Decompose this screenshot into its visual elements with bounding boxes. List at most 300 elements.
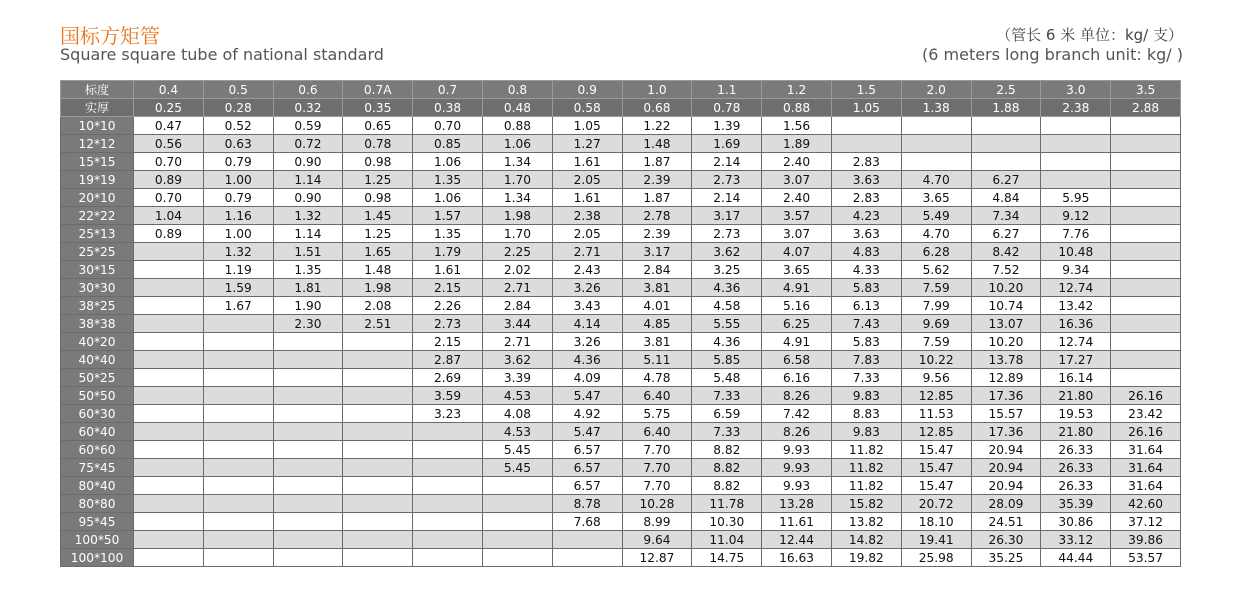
weight-cell — [413, 477, 483, 495]
weight-cell: 18.10 — [901, 513, 971, 531]
table-row — [61, 243, 1181, 261]
gauge-header-cell: 1.2 — [762, 81, 832, 99]
weight-cell — [203, 513, 273, 531]
weight-cell — [413, 513, 483, 531]
weight-cell: 9.93 — [762, 459, 832, 477]
weight-cell — [203, 423, 273, 441]
weight-cell: 1.19 — [203, 261, 273, 279]
weight-cell: 3.17 — [692, 207, 762, 225]
weight-cell: 2.30 — [273, 315, 343, 333]
weight-cell — [1111, 297, 1181, 315]
weight-cell: 1.16 — [203, 207, 273, 225]
table-row — [61, 351, 1181, 369]
weight-cell: 1.34 — [482, 153, 552, 171]
weight-cell: 1.04 — [134, 207, 204, 225]
size-cell: 100*50 — [61, 531, 134, 549]
weight-cell: 1.00 — [203, 225, 273, 243]
weight-cell: 15.47 — [901, 459, 971, 477]
weight-cell: 8.26 — [762, 387, 832, 405]
weight-cell: 4.53 — [482, 423, 552, 441]
weight-cell: 2.40 — [762, 189, 832, 207]
weight-cell: 13.28 — [762, 495, 832, 513]
weight-cell: 11.82 — [831, 477, 901, 495]
table-row — [61, 405, 1181, 423]
weight-cell: 6.58 — [762, 351, 832, 369]
gauge-header-cell: 1.5 — [831, 81, 901, 99]
weight-cell — [831, 135, 901, 153]
thickness-header-cell: 1.88 — [971, 99, 1041, 117]
weight-cell: 9.93 — [762, 477, 832, 495]
weight-cell: 1.35 — [273, 261, 343, 279]
weight-cell — [552, 549, 622, 567]
weight-cell — [413, 495, 483, 513]
weight-cell — [134, 459, 204, 477]
weight-cell: 0.88 — [482, 117, 552, 135]
weight-cell — [1111, 135, 1181, 153]
weight-cell — [203, 333, 273, 351]
size-cell: 40*20 — [61, 333, 134, 351]
weight-cell — [273, 531, 343, 549]
weight-cell: 5.11 — [622, 351, 692, 369]
thickness-header-cell: 0.38 — [413, 99, 483, 117]
weight-cell — [134, 441, 204, 459]
weight-cell — [343, 531, 413, 549]
weight-cell — [1111, 261, 1181, 279]
weight-cell — [203, 495, 273, 513]
weight-cell: 42.60 — [1111, 495, 1181, 513]
weight-cell: 3.43 — [552, 297, 622, 315]
weight-cell: 12.74 — [1041, 333, 1111, 351]
weight-cell: 6.57 — [552, 441, 622, 459]
weight-cell: 4.83 — [831, 243, 901, 261]
weight-cell: 1.69 — [692, 135, 762, 153]
weight-cell: 4.08 — [482, 405, 552, 423]
weight-cell — [343, 405, 413, 423]
weight-cell: 20.94 — [971, 477, 1041, 495]
weight-cell: 10.20 — [971, 279, 1041, 297]
gauge-header-cell: 0.9 — [552, 81, 622, 99]
weight-cell: 12.44 — [762, 531, 832, 549]
size-cell: 15*15 — [61, 153, 134, 171]
weight-cell — [203, 315, 273, 333]
weight-cell — [273, 495, 343, 513]
weight-cell: 14.82 — [831, 531, 901, 549]
weight-cell — [1111, 369, 1181, 387]
weight-cell: 2.39 — [622, 225, 692, 243]
weight-cell — [1111, 315, 1181, 333]
table-row — [61, 153, 1181, 171]
weight-cell: 2.26 — [413, 297, 483, 315]
weight-cell: 2.51 — [343, 315, 413, 333]
weight-cell — [134, 351, 204, 369]
weight-cell: 1.81 — [273, 279, 343, 297]
weight-cell — [134, 405, 204, 423]
weight-cell — [203, 477, 273, 495]
weight-cell — [273, 369, 343, 387]
weight-cell: 5.45 — [482, 441, 552, 459]
weight-cell: 3.62 — [482, 351, 552, 369]
weight-cell: 1.56 — [762, 117, 832, 135]
weight-cell: 11.04 — [692, 531, 762, 549]
weight-cell: 5.48 — [692, 369, 762, 387]
size-cell: 75*45 — [61, 459, 134, 477]
weight-cell: 8.82 — [692, 459, 762, 477]
weight-cell: 35.25 — [971, 549, 1041, 567]
weight-cell — [203, 405, 273, 423]
weight-cell: 44.44 — [1041, 549, 1111, 567]
weight-cell: 3.26 — [552, 333, 622, 351]
thickness-header-cell: 0.25 — [134, 99, 204, 117]
weight-cell: 4.09 — [552, 369, 622, 387]
weight-cell: 0.89 — [134, 171, 204, 189]
weight-cell — [413, 459, 483, 477]
weight-cell: 1.14 — [273, 225, 343, 243]
weight-cell: 7.70 — [622, 459, 692, 477]
weight-cell — [343, 423, 413, 441]
weight-cell: 9.64 — [622, 531, 692, 549]
table-row — [61, 387, 1181, 405]
weight-cell: 0.78 — [343, 135, 413, 153]
gauge-header-cell: 0.4 — [134, 81, 204, 99]
weight-cell: 2.78 — [622, 207, 692, 225]
weight-cell — [134, 423, 204, 441]
size-cell: 20*10 — [61, 189, 134, 207]
weight-cell: 2.14 — [692, 153, 762, 171]
weight-cell: 11.78 — [692, 495, 762, 513]
weight-cell: 5.45 — [482, 459, 552, 477]
weight-cell — [343, 549, 413, 567]
weight-cell: 3.39 — [482, 369, 552, 387]
weight-cell: 35.39 — [1041, 495, 1111, 513]
weight-cell: 1.25 — [343, 171, 413, 189]
gauge-header-cell: 0.7 — [413, 81, 483, 99]
weight-cell — [413, 423, 483, 441]
weight-cell: 17.36 — [971, 423, 1041, 441]
size-cell: 100*100 — [61, 549, 134, 567]
size-cell: 95*45 — [61, 513, 134, 531]
weight-cell: 3.57 — [762, 207, 832, 225]
weight-cell — [203, 459, 273, 477]
weight-cell: 2.08 — [343, 297, 413, 315]
weight-cell: 2.05 — [552, 171, 622, 189]
weight-cell: 5.95 — [1041, 189, 1111, 207]
weight-cell: 10.20 — [971, 333, 1041, 351]
weight-cell — [343, 333, 413, 351]
weight-cell: 0.47 — [134, 117, 204, 135]
weight-cell: 15.47 — [901, 441, 971, 459]
size-cell: 60*30 — [61, 405, 134, 423]
table-row — [61, 189, 1181, 207]
weight-cell: 1.06 — [413, 189, 483, 207]
size-cell: 80*40 — [61, 477, 134, 495]
weight-cell: 8.42 — [971, 243, 1041, 261]
weight-cell: 28.09 — [971, 495, 1041, 513]
weight-cell: 5.47 — [552, 423, 622, 441]
weight-cell: 0.79 — [203, 189, 273, 207]
weight-cell: 21.80 — [1041, 387, 1111, 405]
weight-cell: 1.22 — [622, 117, 692, 135]
weight-cell: 11.61 — [762, 513, 832, 531]
weight-cell — [1111, 279, 1181, 297]
weight-cell: 16.63 — [762, 549, 832, 567]
weight-cell: 1.98 — [343, 279, 413, 297]
weight-cell: 3.17 — [622, 243, 692, 261]
weight-cell: 4.91 — [762, 333, 832, 351]
size-cell: 30*15 — [61, 261, 134, 279]
weight-cell — [343, 369, 413, 387]
weight-cell — [831, 117, 901, 135]
weight-cell: 1.70 — [482, 225, 552, 243]
weight-cell: 7.76 — [1041, 225, 1111, 243]
weight-cell: 3.81 — [622, 333, 692, 351]
weight-cell — [1111, 171, 1181, 189]
weight-cell: 4.36 — [552, 351, 622, 369]
weight-cell: 12.74 — [1041, 279, 1111, 297]
weight-cell — [134, 549, 204, 567]
weight-cell — [134, 297, 204, 315]
weight-cell: 1.51 — [273, 243, 343, 261]
gauge-header-cell: 0.7A — [343, 81, 413, 99]
weight-cell: 14.75 — [692, 549, 762, 567]
weight-cell — [343, 351, 413, 369]
weight-cell: 0.70 — [413, 117, 483, 135]
weight-cell: 1.35 — [413, 225, 483, 243]
weight-cell — [482, 531, 552, 549]
weight-cell: 33.12 — [1041, 531, 1111, 549]
table-row — [61, 315, 1181, 333]
weight-cell: 3.07 — [762, 225, 832, 243]
weight-cell: 1.35 — [413, 171, 483, 189]
weight-cell: 4.70 — [901, 225, 971, 243]
weight-cell: 26.16 — [1111, 387, 1181, 405]
weight-cell: 6.13 — [831, 297, 901, 315]
thickness-header-cell: 0.48 — [482, 99, 552, 117]
weight-cell: 7.34 — [971, 207, 1041, 225]
weight-cell: 10.28 — [622, 495, 692, 513]
table-row — [61, 117, 1181, 135]
weight-cell: 0.85 — [413, 135, 483, 153]
table-row — [61, 297, 1181, 315]
weight-cell: 0.70 — [134, 189, 204, 207]
weight-cell: 11.53 — [901, 405, 971, 423]
table-row — [61, 333, 1181, 351]
weight-cell: 3.23 — [413, 405, 483, 423]
weight-cell — [901, 117, 971, 135]
weight-cell: 8.26 — [762, 423, 832, 441]
weight-cell: 1.48 — [622, 135, 692, 153]
weight-cell — [134, 369, 204, 387]
weight-cell — [482, 477, 552, 495]
weight-cell: 4.14 — [552, 315, 622, 333]
weight-cell: 5.47 — [552, 387, 622, 405]
weight-cell: 7.43 — [831, 315, 901, 333]
weight-cell: 4.01 — [622, 297, 692, 315]
weight-cell: 1.67 — [203, 297, 273, 315]
weight-cell: 2.15 — [413, 279, 483, 297]
gauge-header-cell: 2.0 — [901, 81, 971, 99]
weight-cell: 1.61 — [413, 261, 483, 279]
weight-cell: 13.07 — [971, 315, 1041, 333]
weight-cell: 0.90 — [273, 153, 343, 171]
weight-cell: 3.62 — [692, 243, 762, 261]
weight-cell — [1111, 207, 1181, 225]
weight-cell: 7.33 — [692, 387, 762, 405]
weight-cell: 4.85 — [622, 315, 692, 333]
weight-cell: 1.70 — [482, 171, 552, 189]
weight-cell: 4.91 — [762, 279, 832, 297]
table-row — [61, 207, 1181, 225]
weight-cell: 2.84 — [622, 261, 692, 279]
weight-cell: 4.33 — [831, 261, 901, 279]
weight-cell: 1.06 — [413, 153, 483, 171]
weight-cell — [1111, 117, 1181, 135]
weight-cell: 2.73 — [692, 171, 762, 189]
weight-cell — [1111, 225, 1181, 243]
thickness-header-row — [61, 99, 1181, 117]
weight-cell — [1041, 117, 1111, 135]
weight-cell: 15.82 — [831, 495, 901, 513]
weight-cell: 6.57 — [552, 477, 622, 495]
weight-cell: 1.90 — [273, 297, 343, 315]
weight-cell: 1.14 — [273, 171, 343, 189]
size-cell: 80*80 — [61, 495, 134, 513]
weight-cell: 2.05 — [552, 225, 622, 243]
table-row — [61, 279, 1181, 297]
thickness-header-cell: 0.68 — [622, 99, 692, 117]
gauge-header-row — [61, 81, 1181, 99]
weight-cell: 0.98 — [343, 189, 413, 207]
weight-cell: 1.06 — [482, 135, 552, 153]
weight-cell: 2.71 — [482, 333, 552, 351]
weight-cell: 5.49 — [901, 207, 971, 225]
weight-cell: 11.82 — [831, 441, 901, 459]
weight-cell: 1.39 — [692, 117, 762, 135]
weight-cell: 3.81 — [622, 279, 692, 297]
weight-cell: 6.59 — [692, 405, 762, 423]
thickness-header-cell: 0.78 — [692, 99, 762, 117]
thickness-header-cell: 1.05 — [831, 99, 901, 117]
weight-cell — [273, 351, 343, 369]
page-title-cn: 国标方矩管 — [60, 24, 160, 48]
weight-cell: 1.25 — [343, 225, 413, 243]
weight-cell: 0.72 — [273, 135, 343, 153]
weight-cell — [203, 549, 273, 567]
weight-cell: 6.16 — [762, 369, 832, 387]
weight-cell: 20.94 — [971, 459, 1041, 477]
weight-cell — [343, 441, 413, 459]
weight-cell: 8.78 — [552, 495, 622, 513]
weight-cell: 7.99 — [901, 297, 971, 315]
weight-cell: 15.47 — [901, 477, 971, 495]
weight-cell: 5.85 — [692, 351, 762, 369]
weight-cell: 5.83 — [831, 279, 901, 297]
weight-cell: 1.45 — [343, 207, 413, 225]
weight-cell: 0.90 — [273, 189, 343, 207]
weight-cell: 4.23 — [831, 207, 901, 225]
weight-cell: 10.74 — [971, 297, 1041, 315]
weight-cell: 7.52 — [971, 261, 1041, 279]
table-row — [61, 261, 1181, 279]
weight-cell: 3.63 — [831, 225, 901, 243]
table-row — [61, 477, 1181, 495]
weight-cell — [1111, 351, 1181, 369]
weight-cell: 2.14 — [692, 189, 762, 207]
weight-cell: 19.41 — [901, 531, 971, 549]
weight-cell: 2.69 — [413, 369, 483, 387]
weight-cell — [273, 333, 343, 351]
weight-cell: 7.70 — [622, 477, 692, 495]
weight-cell — [134, 513, 204, 531]
weight-cell: 7.83 — [831, 351, 901, 369]
weight-cell: 1.87 — [622, 189, 692, 207]
weight-cell: 26.33 — [1041, 477, 1111, 495]
weight-cell: 17.27 — [1041, 351, 1111, 369]
weight-cell: 4.07 — [762, 243, 832, 261]
weight-cell: 26.30 — [971, 531, 1041, 549]
size-cell: 40*40 — [61, 351, 134, 369]
weight-cell: 1.05 — [552, 117, 622, 135]
weight-cell: 6.25 — [762, 315, 832, 333]
weight-cell: 1.32 — [203, 243, 273, 261]
weight-cell: 2.83 — [831, 153, 901, 171]
weight-cell: 2.25 — [482, 243, 552, 261]
weight-cell: 3.26 — [552, 279, 622, 297]
table-row — [61, 441, 1181, 459]
weight-cell: 7.33 — [692, 423, 762, 441]
weight-cell — [343, 513, 413, 531]
size-cell: 30*30 — [61, 279, 134, 297]
weight-cell: 12.85 — [901, 423, 971, 441]
weight-cell: 7.68 — [552, 513, 622, 531]
weight-cell: 9.12 — [1041, 207, 1111, 225]
weight-cell: 3.07 — [762, 171, 832, 189]
weight-cell: 4.36 — [692, 333, 762, 351]
unit-note-en: (6 meters long branch unit: kg/ ) — [922, 45, 1183, 64]
size-cell: 19*19 — [61, 171, 134, 189]
weight-cell: 31.64 — [1111, 459, 1181, 477]
size-cell: 50*50 — [61, 387, 134, 405]
size-cell: 50*25 — [61, 369, 134, 387]
weight-cell — [134, 279, 204, 297]
table-row — [61, 513, 1181, 531]
weight-cell: 6.40 — [622, 387, 692, 405]
weight-cell: 17.36 — [971, 387, 1041, 405]
weight-cell: 1.57 — [413, 207, 483, 225]
weight-cell: 4.92 — [552, 405, 622, 423]
weight-cell: 2.87 — [413, 351, 483, 369]
weight-cell: 13.78 — [971, 351, 1041, 369]
weight-cell: 5.16 — [762, 297, 832, 315]
weight-cell: 2.40 — [762, 153, 832, 171]
weight-cell: 3.65 — [762, 261, 832, 279]
weight-cell: 1.89 — [762, 135, 832, 153]
weight-cell: 16.14 — [1041, 369, 1111, 387]
weight-cell: 7.42 — [762, 405, 832, 423]
weight-cell: 4.58 — [692, 297, 762, 315]
weight-cell: 30.86 — [1041, 513, 1111, 531]
table-row — [61, 135, 1181, 153]
weight-cell: 1.61 — [552, 153, 622, 171]
weight-cell — [134, 261, 204, 279]
weight-cell: 9.56 — [901, 369, 971, 387]
weight-cell: 8.99 — [622, 513, 692, 531]
weight-cell: 16.36 — [1041, 315, 1111, 333]
weight-cell: 0.70 — [134, 153, 204, 171]
weight-cell: 9.69 — [901, 315, 971, 333]
weight-cell — [134, 477, 204, 495]
weight-cell: 6.28 — [901, 243, 971, 261]
weight-cell — [203, 387, 273, 405]
